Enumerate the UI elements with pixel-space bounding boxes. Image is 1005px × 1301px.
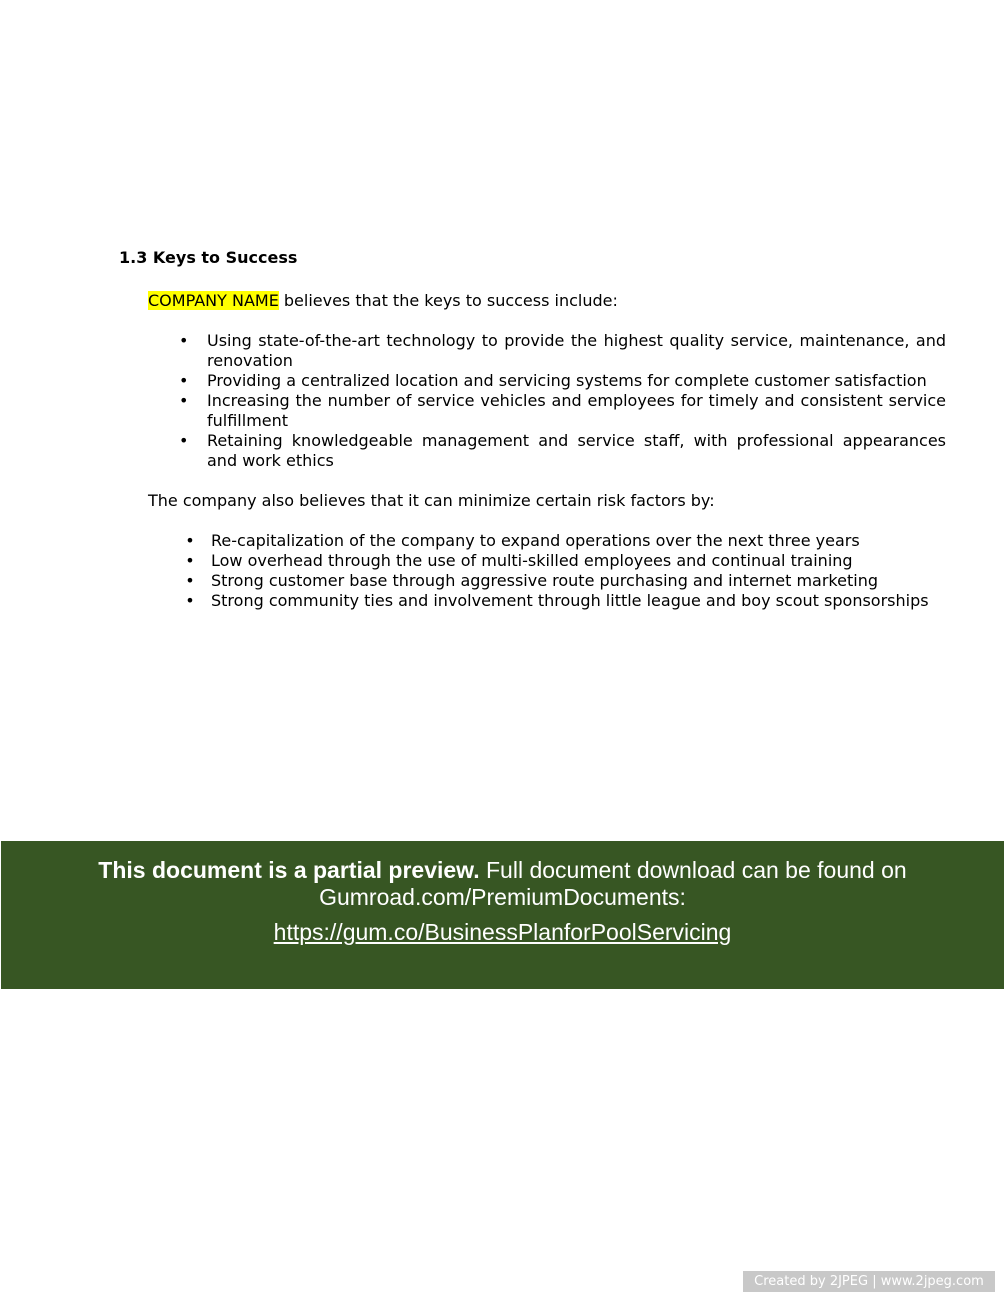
bullet-icon: • [185,571,195,590]
list-item-text: Retaining knowledgeable management and service staff, with professional appearances and work ethics [207,431,946,470]
list-item [185,571,931,591]
list-item [185,551,931,571]
banner-bold-text: This document is a partial preview. [98,857,480,883]
banner-message [1,857,1004,911]
watermark: Created by 2JPEG | www.2jpeg.com [743,1271,995,1292]
bullet-icon: • [179,431,189,450]
keys-to-success-list [179,331,946,471]
download-link[interactable]: https://gum.co/BusinessPlanforPoolServicing [273,919,732,945]
list-item-text: Strong customer base through aggressive route purchasing and internet marketing [211,571,878,590]
section-heading: 1.3 Keys to Success [119,248,298,267]
list-item [179,331,946,371]
banner-link-row [1,919,1004,946]
bullet-icon: • [185,551,195,570]
list-item [179,431,946,471]
banner-text: Full document download can be found on Gumroad.com/PremiumDocuments: [319,857,907,910]
bullet-icon: • [179,371,189,390]
list-item-text: Providing a centralized location and servicing systems for complete customer satisfaction [207,371,927,390]
preview-banner [1,841,1004,989]
risk-factors-list [185,531,931,611]
risk-intro-paragraph: The company also believes that it can minimize certain risk factors by: [148,491,715,510]
list-item [179,371,946,391]
bullet-icon: • [185,531,195,550]
list-item-text: Using state-of-the-art technology to provide the highest quality service, maintenance, and renovation [207,331,946,370]
list-item [185,531,931,551]
list-item-text: Strong community ties and involvement through little league and boy scout sponsorships [211,591,929,610]
list-item [179,391,946,431]
bullet-icon: • [179,391,189,410]
keys-intro-paragraph [148,291,948,311]
bullet-icon: • [185,591,195,610]
list-item-text: Low overhead through the use of multi-skilled employees and continual training [211,551,853,570]
list-item-text: Increasing the number of service vehicles and employees for timely and consistent service fulfillment [207,391,946,430]
bullet-icon: • [179,331,189,350]
company-name-placeholder: COMPANY NAME [148,291,279,310]
list-item-text: Re-capitalization of the company to expand operations over the next three years [211,531,860,550]
list-item [185,591,931,611]
keys-intro-text: believes that the keys to success include: [278,291,618,310]
